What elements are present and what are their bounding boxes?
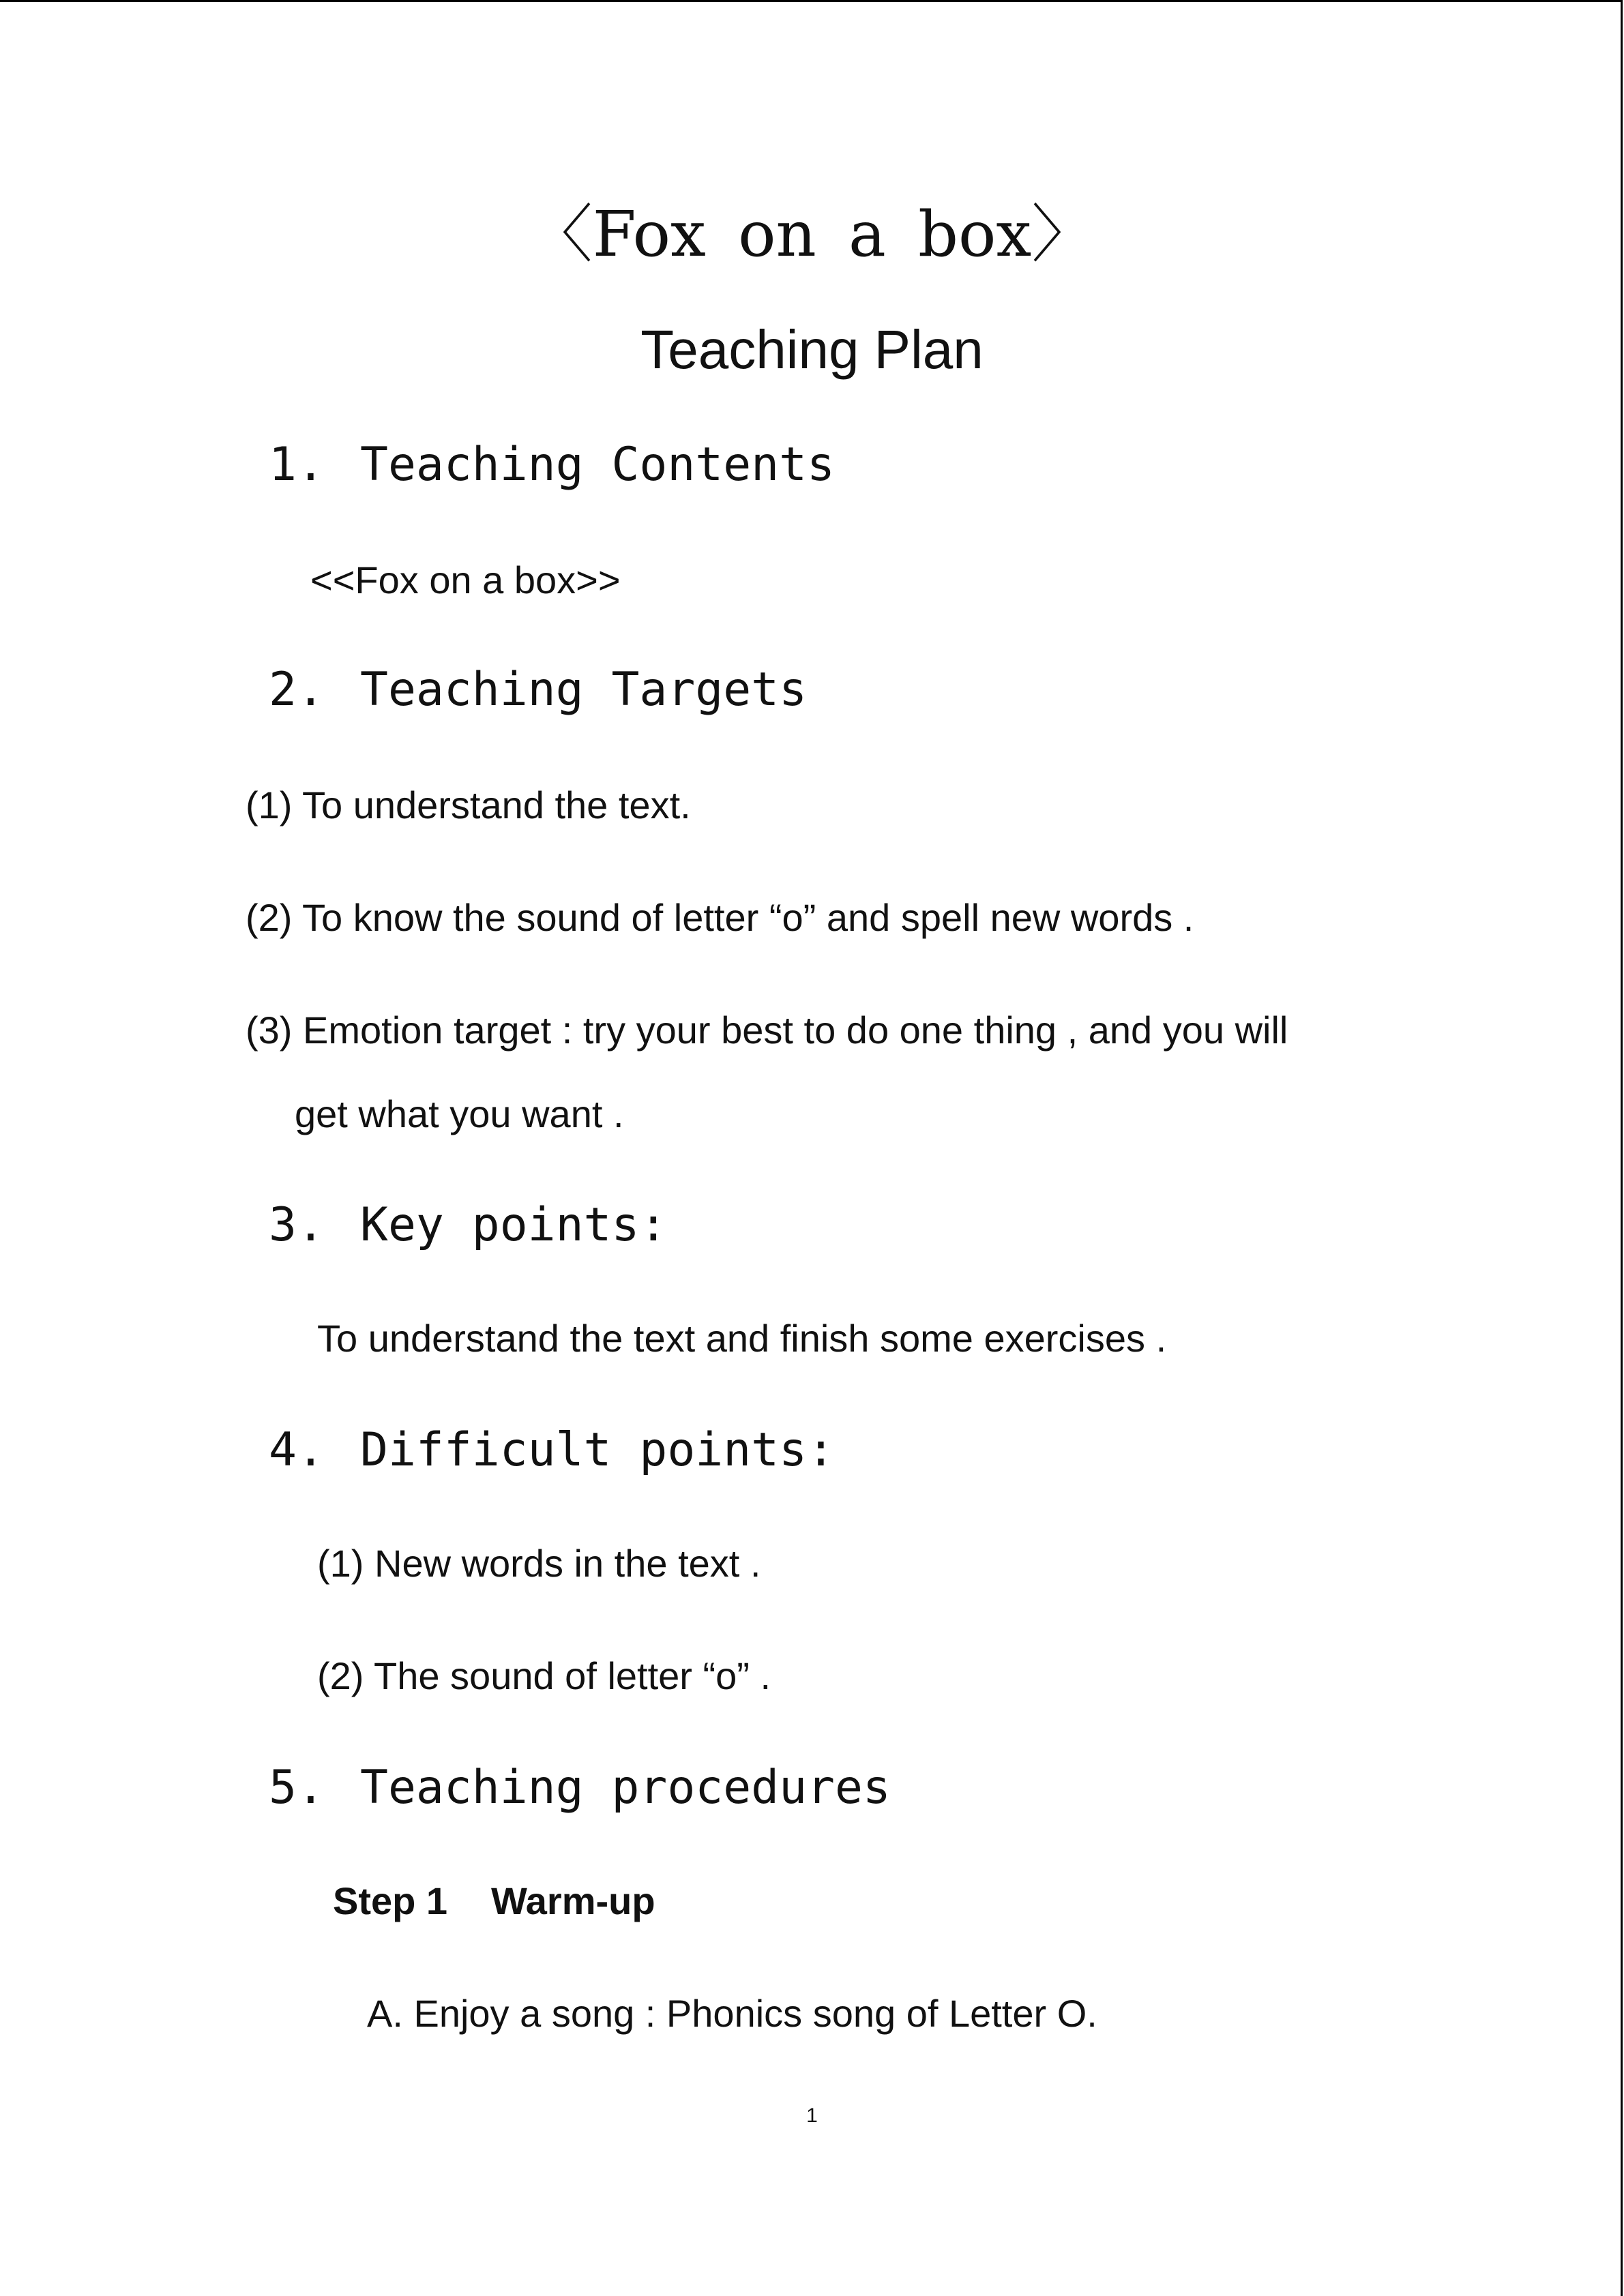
teaching-contents-text: <<Fox on a box>> <box>310 558 621 601</box>
section-title: Teaching Contents <box>360 438 835 492</box>
section-heading-key-points <box>269 1198 668 1252</box>
section-number: 4. <box>269 1423 325 1477</box>
target-item-3-continued: get what you want . <box>295 1092 624 1135</box>
target-item-1: (1) To understand the text. <box>246 784 691 826</box>
section-number: 1. <box>269 438 325 492</box>
section-heading-teaching-contents <box>269 438 835 492</box>
section-number: 2. <box>269 663 325 717</box>
target-item-3: (3) Emotion target : try your best to do one thing , and you will <box>246 1009 1288 1052</box>
section-heading-teaching-targets <box>269 663 808 717</box>
section-title: Teaching Targets <box>360 663 808 717</box>
section-number: 5. <box>269 1761 325 1815</box>
section-title: Teaching procedures <box>360 1761 891 1815</box>
document-subtitle: Teaching Plan <box>640 319 984 380</box>
section-title: Difficult points: <box>360 1423 835 1477</box>
target-item-2: (2) To know the sound of letter “o” and spell new words . <box>246 896 1194 939</box>
section-heading-difficult-points <box>269 1423 835 1477</box>
section-number: 3. <box>269 1198 325 1252</box>
procedure-item-a: A. Enjoy a song : Phonics song of Letter O. <box>367 1992 1097 2035</box>
page-number: 1 <box>806 2104 818 2127</box>
section-heading-teaching-procedures <box>269 1761 891 1815</box>
document-title: 〈Fox on a box〉 <box>529 198 1095 271</box>
step-title: Warm-up <box>491 1879 655 1922</box>
section-title: Key points: <box>360 1198 668 1252</box>
key-points-text: To understand the text and finish some exercises . <box>317 1317 1167 1360</box>
step-number: Step 1 <box>333 1879 448 1922</box>
step-1-heading <box>333 1879 655 1922</box>
difficult-point-2: (2) The sound of letter “o” . <box>317 1654 771 1697</box>
difficult-point-1: (1) New words in the text . <box>317 1542 761 1585</box>
